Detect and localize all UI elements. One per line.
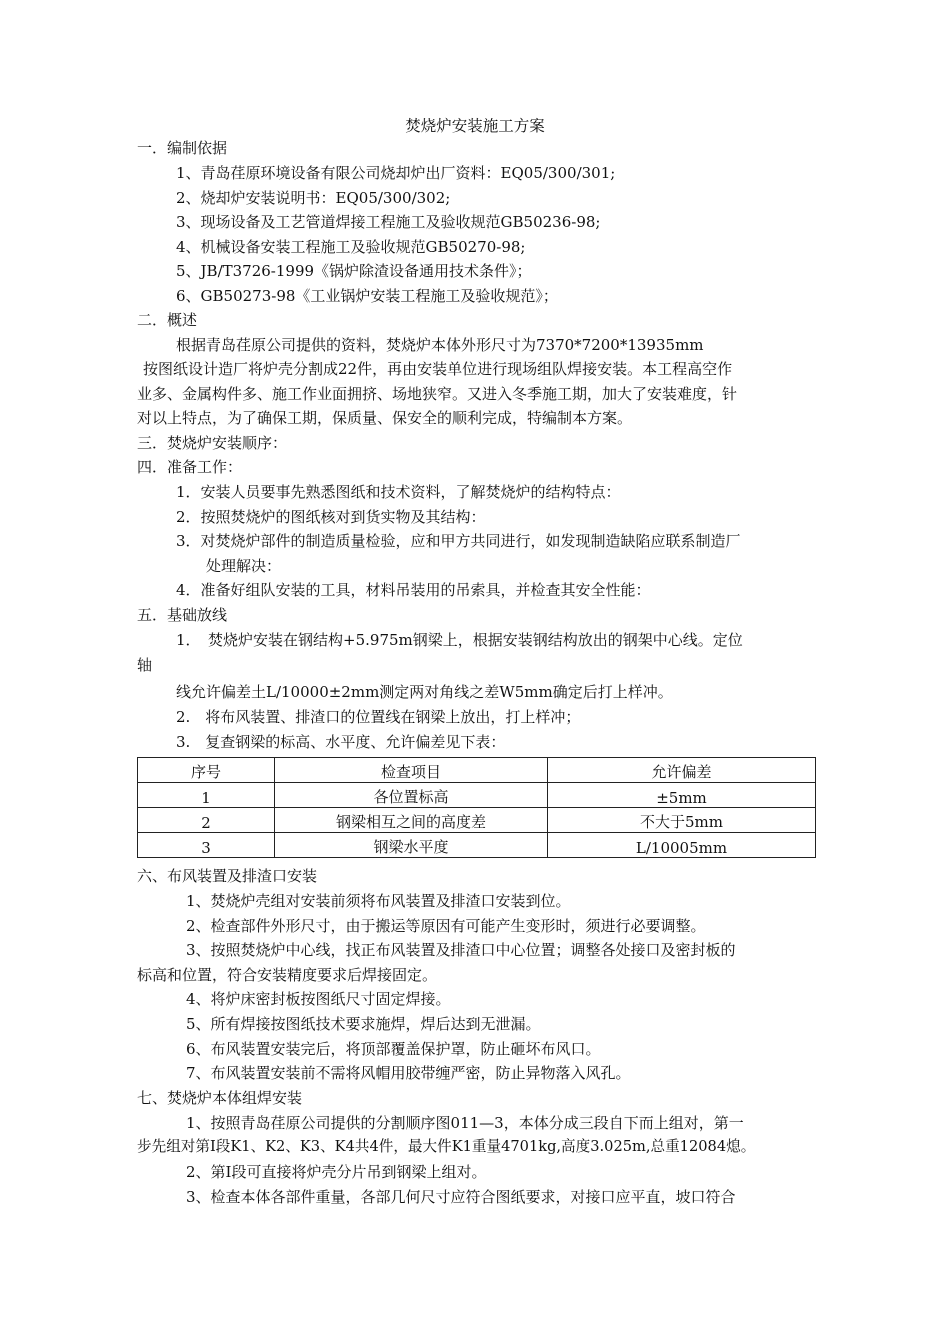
table-header-cell: 检查项目 — [275, 758, 548, 783]
section-4-heading: 四．准备工作： — [137, 458, 243, 476]
table-cell: 钢梁相互之间的高度差 — [275, 808, 548, 833]
table-cell: 各位置标高 — [275, 783, 548, 808]
table-cell: 1 — [138, 783, 275, 808]
table-cell: 不大于5mm — [548, 808, 816, 833]
s1-item-2: 2、烧却炉安装说明书：EQ05/300/302; — [176, 189, 451, 207]
table-row — [138, 783, 816, 808]
s2-line-2: 按图纸设计造厂将炉壳分割成22件，再由安装单位进行现场组队焊接安装。本工程高空作 — [143, 360, 733, 378]
table-cell: 2 — [138, 808, 275, 833]
s6-line-5: 5、所有焊接按图纸技术要求施焊，焊后达到无泄漏。 — [186, 1015, 541, 1033]
table-header-cell: 序号 — [138, 758, 275, 783]
table-cell: 钢梁水平度 — [275, 833, 548, 858]
s7-line-3: 3、检查本体各部件重量，各部几何尺寸应符合图纸要求，对接口应平直，坡口符合 — [186, 1188, 736, 1206]
s5-line-2: 线允许偏差土L/10000±2mm测定两对角线之差W5mm确定后打上样冲。 — [176, 683, 673, 701]
s2-line-1: 根据青岛荏原公司提供的资料，焚烧炉本体外形尺寸为7370*7200*13935mm — [176, 336, 704, 354]
s4-line-1: 1．安装人员要事先熟悉图纸和技术资料，了解焚烧炉的结构特点： — [176, 483, 621, 501]
s2-line-3: 业多、金属构件多、施工作业面拥挤、场地狭窄。又进入冬季施工期，加大了安装难度，针 — [137, 385, 738, 403]
s4-line-3-cont: 处理解决： — [206, 557, 282, 575]
s1-item-3: 3、现场设备及工艺管道焊接工程施工及验收规范GB50236-98; — [176, 213, 601, 231]
s5-line-3: 2. 将布风装置、排渣口的位置线在钢梁上放出，打上样冲； — [176, 708, 581, 726]
section-6-heading: 六、布风装置及排渣口安装 — [137, 867, 318, 885]
section-2-heading: 二．概述 — [137, 311, 198, 329]
table-cell: 3 — [138, 833, 275, 858]
s6-line-4: 4、将炉床密封板按图纸尺寸固定焊接。 — [186, 990, 451, 1008]
s6-line-7: 7、布风装置安装前不需将风帽用胶带缠严密，防止异物落入风孔。 — [186, 1064, 631, 1082]
s1-item-1: 1、青岛荏原环境设备有限公司烧却炉出厂资料：EQ05/300/301; — [176, 164, 616, 182]
s7-line-1-cont: 步先组对第Ⅰ段K1、K2、K3、K4共4件，最大件K1重量4701kg,高度3.025m,总重12084熄。 — [137, 1138, 756, 1155]
s4-line-2: 2．按照焚烧炉的图纸核对到货实物及其结构： — [176, 508, 486, 526]
section-5-heading: 五．基础放线 — [137, 606, 228, 624]
s2-line-4: 对以上特点，为了确保工期，保质量、保安全的顺利完成，特编制本方案。 — [137, 409, 633, 427]
table-header-cell: 允许偏差 — [548, 758, 816, 783]
s6-line-2: 2、检查部件外形尺寸，由于搬运等原因有可能产生变形时，须进行必要调整。 — [186, 917, 706, 935]
s6-line-3: 3、按照焚烧炉中心线，找正布风装置及排渣口中心位置；调整各处接口及密封板的 — [186, 941, 736, 959]
s1-item-5: 5、JB/T3726-1999《锅炉除渣设备通用技术条件》； — [176, 262, 532, 280]
s6-line-1: 1、焚烧炉壳组对安装前须将布风装置及排渣口安装到位。 — [186, 892, 571, 910]
table-header-row — [138, 758, 816, 783]
document-title: 焚烧炉安装施工方案 — [405, 117, 545, 135]
s5-line-1-wrap: 轴 — [137, 656, 153, 674]
s6-line-6: 6、布风装置安装完后，将顶部覆盖保护罩，防止砸坏布风口。 — [186, 1040, 601, 1058]
section-1-heading: 一．编制依据 — [137, 139, 228, 157]
s4-line-4: 4．准备好组队安装的工具，材料吊装用的吊索具，并检查其安全性能： — [176, 581, 651, 599]
section-3-heading: 三．焚烧炉安装顺序： — [137, 434, 288, 452]
section-7-heading: 七、焚烧炉本体组焊安装 — [137, 1089, 303, 1107]
table-cell: L/10005mm — [548, 833, 816, 858]
table-row — [138, 808, 816, 833]
s1-item-6: 6、GB50273-98《工业锅炉安装工程施工及验收规范》； — [176, 287, 558, 305]
s4-line-3: 3．对焚烧炉部件的制造质量检验，应和甲方共同进行，如发现制造缺陷应联系制造厂 — [176, 532, 741, 550]
s5-line-1: 1． 焚烧炉安装在钢结构+5.975m钢梁上，根据安装钢结构放出的钢架中心线。定位 — [176, 631, 743, 649]
s1-item-4: 4、机械设备安装工程施工及验收规范GB50270-98; — [176, 238, 526, 256]
s7-line-1: 1、按照青岛荏原公司提供的分割顺序图011—3，本体分成三段自下而上组对，第一 — [186, 1114, 744, 1132]
table-cell: ±5mm — [548, 783, 816, 808]
s7-line-2: 2、第Ⅰ段可直接将炉壳分片吊到钢梁上组对。 — [186, 1163, 487, 1181]
table-row — [138, 833, 816, 858]
s6-line-3-cont: 标高和位置，符合安装精度要求后焊接固定。 — [137, 966, 438, 984]
tolerance-table — [137, 757, 816, 858]
s5-line-4: 3. 复查钢梁的标高、水平度、允许偏差见下表： — [176, 733, 506, 751]
